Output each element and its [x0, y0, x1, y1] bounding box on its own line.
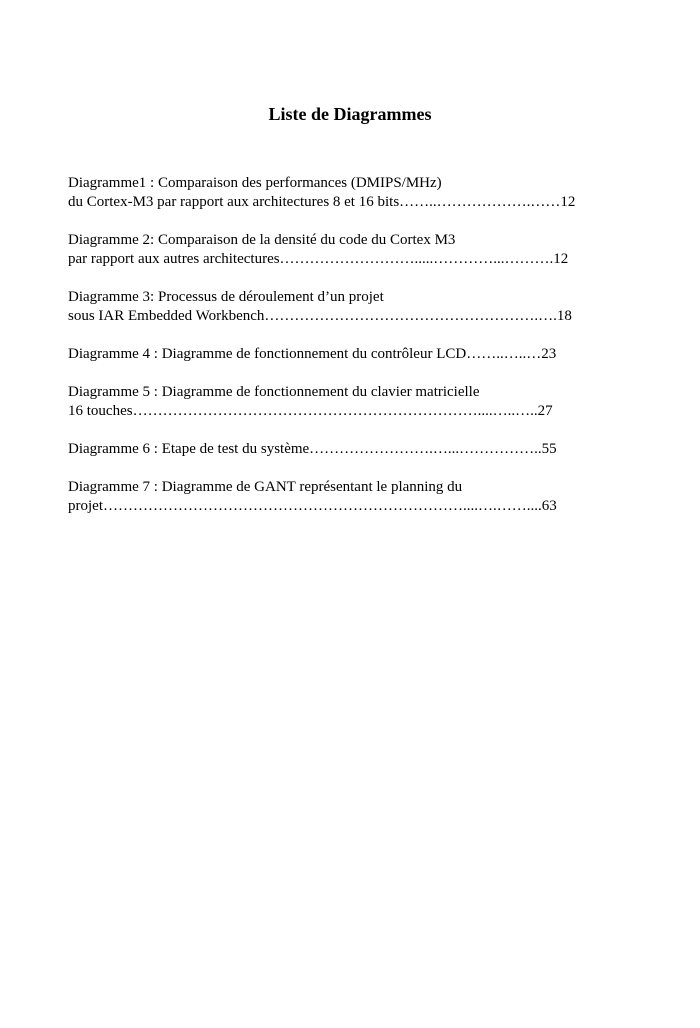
- entry-line: Diagramme 6 : Etape de test du système…………………….…...……………..55: [68, 441, 557, 457]
- list-item-diagram-2: [68, 231, 608, 269]
- page-title: Liste de Diagrammes: [268, 104, 432, 124]
- entry-line: sous IAR Embedded Workbench……………………………………………….….18: [68, 308, 572, 324]
- entry-line: Diagramme1 : Comparaison des performances (DMIPS/MHz): [68, 175, 442, 191]
- entry-line: Diagramme 5 : Diagramme de fonctionnement du clavier matricielle: [68, 384, 480, 400]
- entry-line: Diagramme 4 : Diagramme de fonctionnement du contrôleur LCD……..…..…23: [68, 346, 557, 362]
- entry-line: 16 touches……………………………………………………………....…..…..27: [68, 403, 553, 419]
- entry-line: Diagramme 7 : Diagramme de GANT représentant le planning du: [68, 479, 463, 495]
- diagram-list: [68, 174, 608, 535]
- list-item-diagram-4: [68, 345, 608, 364]
- entry-line: du Cortex-M3 par rapport aux architectures 8 et 16 bits……..……………….……12: [68, 194, 576, 210]
- list-item-diagram-6: [68, 440, 608, 459]
- list-item-diagram-7: [68, 478, 608, 516]
- list-item-diagram-1: [68, 174, 608, 212]
- list-item-diagram-3: [68, 288, 608, 326]
- entry-line: Diagramme 3: Processus de déroulement d’un projet: [68, 289, 384, 305]
- list-item-diagram-5: [68, 383, 608, 421]
- entry-line: par rapport aux autres architectures……………………….....…………...……….12: [68, 251, 569, 267]
- entry-line: projet………………………………………………………………....….……....63: [68, 498, 557, 514]
- entry-line: Diagramme 2: Comparaison de la densité du code du Cortex M3: [68, 232, 456, 248]
